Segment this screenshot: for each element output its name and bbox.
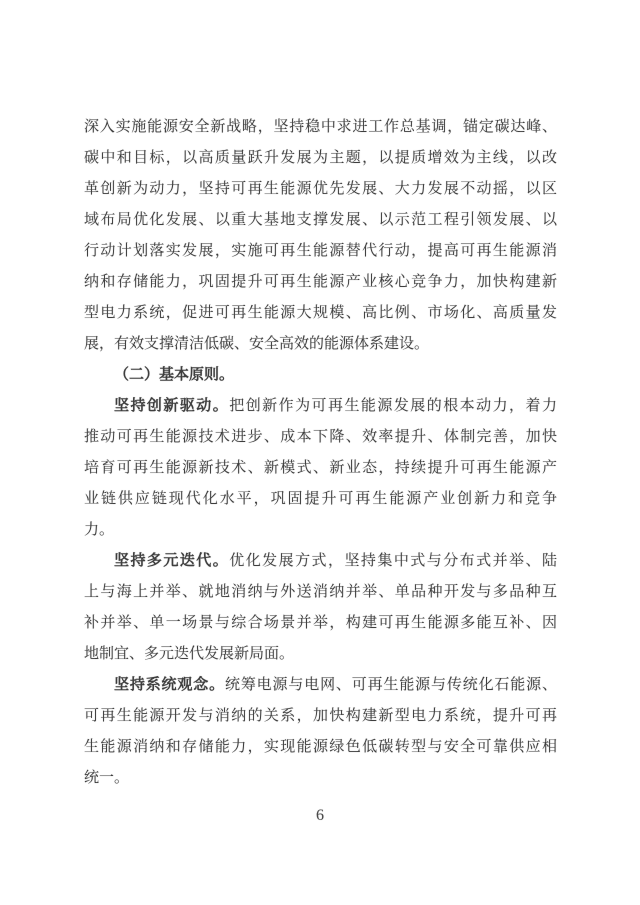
paragraph-line: 域布局优化发展、以重大基地支撑发展、以示范工程引领发展、以: [84, 212, 557, 228]
paragraph-lead: 坚持创新驱动。: [114, 398, 230, 414]
paragraph-line: 培育可再生能源新技术、新模式、新业态，持续提升可再生能源产: [84, 460, 557, 476]
paragraph-line: [84, 670, 557, 701]
paragraph-line: 行动计划落实发展，实施可再生能源替代行动，提高可再生能源消: [84, 243, 557, 259]
paragraph-line: 可再生能源开发与消纳的关系，加快构建新型电力系统，提升可再: [84, 708, 557, 724]
paragraph-text: 优化发展方式，坚持集中式与分布式并举、陆: [229, 553, 557, 569]
page-number: 6: [316, 807, 324, 824]
paragraph-line: 业链供应链现代化水平，巩固提升可再生能源产业创新力和竞争: [84, 491, 557, 507]
paragraph-line: 革创新为动力，坚持可再生能源优先发展、大力发展不动摇，以区: [84, 181, 557, 197]
section-heading: （二）基本原则。: [114, 367, 235, 383]
paragraph-line: [84, 391, 557, 422]
paragraph-line: 地制宜、多元迭代发展新局面。: [84, 646, 295, 662]
paragraph-line: 统一。: [84, 770, 130, 786]
document-text: [84, 112, 557, 794]
paragraph-line: 力。: [84, 522, 115, 538]
paragraph-line: 纳和存储能力，巩固提升可再生能源产业核心竞争力，加快构建新: [84, 274, 557, 290]
paragraph-line: 上与海上并举、就地消纳与外送消纳并举、单品种开发与多品种互: [84, 584, 557, 600]
paragraph-line: 补并举、单一场景与综合场景并举，构建可再生能源多能互补、因: [84, 615, 557, 631]
paragraph-line: 生能源消纳和存储能力，实现能源绿色低碳转型与安全可靠供应相: [84, 739, 557, 755]
paragraph-line: 展，有效支撑清洁低碳、安全高效的能源体系建设。: [84, 336, 430, 352]
paragraph-line: 深入实施能源安全新战略，坚持稳中求进工作总基调，锚定碳达峰、: [84, 119, 557, 135]
paragraph-line: 推动可再生能源技术进步、成本下降、效率提升、体制完善，加快: [84, 429, 557, 445]
paragraph-lead: 坚持多元迭代。: [114, 553, 230, 569]
paragraph-text: 统筹电源与电网、可再生能源与传统化石能源、: [224, 677, 557, 693]
paragraph-line: 型电力系统，促进可再生能源大规模、高比例、市场化、高质量发: [84, 305, 557, 321]
paragraph-lead: 坚持系统观念。: [114, 677, 225, 693]
paragraph-text: 把创新作为可再生能源发展的根本动力，着力: [229, 398, 557, 414]
paragraph-line: [84, 546, 557, 577]
paragraph-line: 碳中和目标，以高质量跃升发展为主题，以提质增效为主线，以改: [84, 150, 557, 166]
